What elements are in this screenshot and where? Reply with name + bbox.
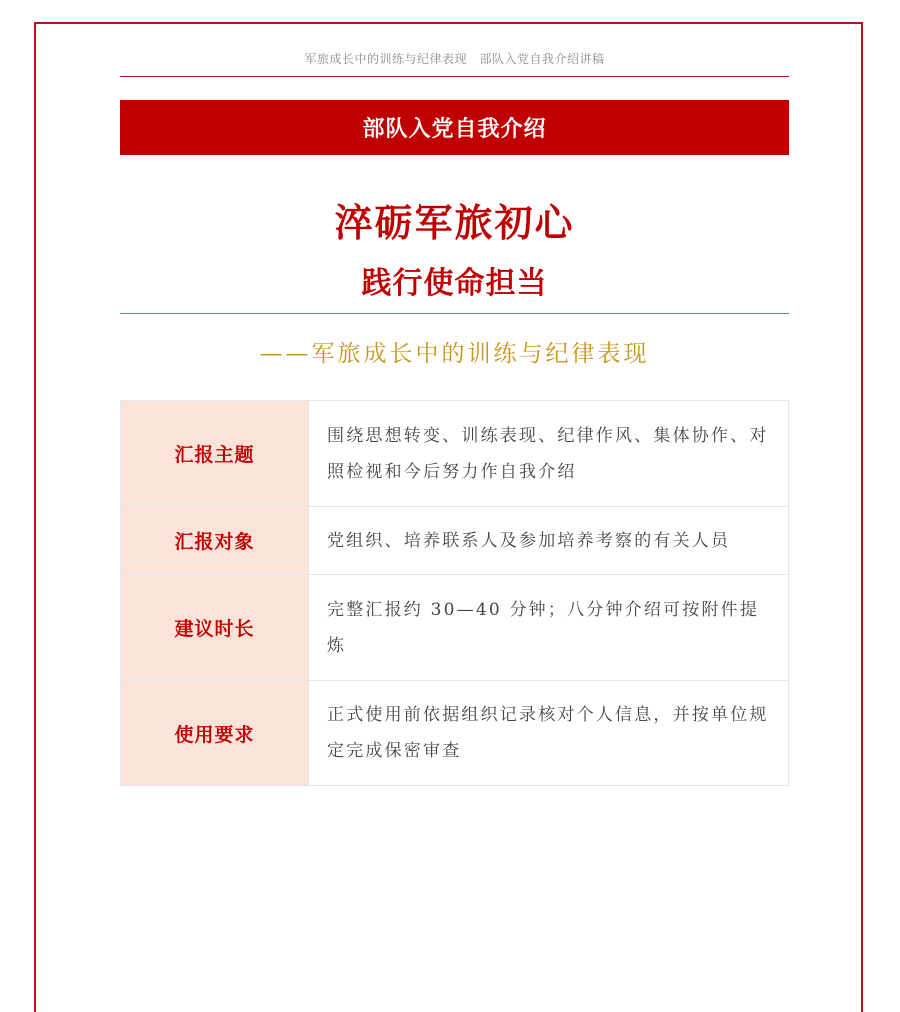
row-value: 完整汇报约 30—40 分钟；八分钟介绍可按附件提炼 [309,575,789,681]
header-divider [120,76,789,77]
table-row [121,681,789,786]
row-value: 围绕思想转变、训练表现、纪律作风、集体协作、对照检视和今后努力作自我介绍 [309,401,789,507]
section-banner [120,100,789,155]
table-row [121,575,789,681]
table-row [121,401,789,507]
row-label: 汇报主题 [121,401,309,507]
running-header: 军旅成长中的训练与纪律表现 部队入党自我介绍讲稿 [304,52,605,66]
table-row [121,507,789,575]
row-label: 使用要求 [121,681,309,786]
main-title: 淬砺军旅初心 [334,201,575,245]
info-table [120,400,789,786]
row-value: 正式使用前依据组织记录核对个人信息，并按单位规定完成保密审查 [309,681,789,786]
tagline: ——军旅成长中的训练与纪律表现 [259,341,650,367]
banner-text: 部队入党自我介绍 [362,117,547,142]
row-label: 汇报对象 [121,507,309,575]
title-divider [120,313,789,314]
sub-title: 践行使命担当 [361,266,548,301]
row-label: 建议时长 [121,575,309,681]
row-value: 党组织、培养联系人及参加培养考察的有关人员 [309,507,789,575]
